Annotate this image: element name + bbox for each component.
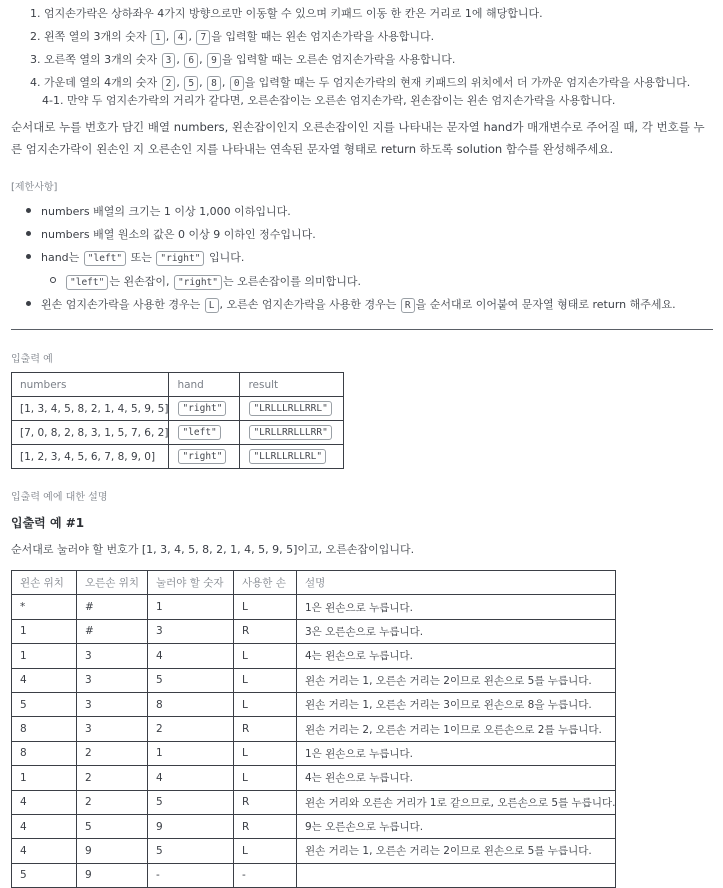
inline-code: "right" [178,401,226,416]
table-cell: 8 [12,741,77,765]
table-row [12,790,616,814]
column-header: 눌러야 할 숫자 [148,571,234,595]
table-cell: 4는 왼손으로 누릅니다. [297,644,616,668]
inline-code: "LRLLLRLLRRL" [249,401,331,416]
example-text: 순서대로 눌러야 할 번호가 [1, 3, 4, 5, 8, 2, 1, 4, 5, 9, 5]이고, 오른손잡이입니다. [11,543,415,556]
inline-code: "right" [156,251,204,266]
io-example-table [11,372,344,469]
table-cell: L [234,644,297,668]
constraint-3-suffix: 입니다. [208,251,245,264]
bullet-dot [26,254,31,259]
constraint-3a [65,273,361,290]
inline-code: "right" [174,275,222,290]
column-header: numbers [12,373,169,397]
bullet-dot [26,231,31,236]
constraint-3-prefix: hand는 [41,251,80,264]
table-cell: 2 [77,766,148,790]
table-row [12,445,344,469]
table-row [12,619,616,643]
constraint-4-mid: , 오른손 엄지손가락을 사용한 경우는 [219,298,397,311]
table-header-row [12,373,344,397]
table-cell: 5 [12,692,77,716]
constraint-2-text: numbers 배열 원소의 값은 0 이상 9 이하인 정수입니다. [41,228,316,241]
table-cell: 5 [148,668,234,692]
rule-4-suffix: 을 입력할 때는 두 엄지손가락의 현재 키패드의 위치에서 더 가까운 엄지손가락을 사용합니다. [244,76,691,89]
table-row [12,644,616,668]
constraint-3-mid: 또는 [130,251,152,264]
table-cell: 2 [148,717,234,741]
table-cell [169,445,240,469]
constraints-title: [제한사항] [11,182,58,193]
key-code: 2 [162,76,176,91]
table-cell: 3 [77,692,148,716]
table-cell: 9 [148,814,234,838]
table-cell: 1 [148,741,234,765]
table-cell: 5 [148,839,234,863]
table-row [12,668,616,692]
table-cell: 1 [12,766,77,790]
table-cell: 9 [77,839,148,863]
table-cell: 3 [77,668,148,692]
table-row [12,692,616,716]
table-cell: 1은 왼손으로 누릅니다. [297,595,616,619]
table-cell [169,397,240,421]
bullet-ring [50,277,56,283]
key-code: 8 [207,76,221,91]
table-cell [240,445,344,469]
table-cell: 5 [148,790,234,814]
inline-code: "LRLLRRLLLRR" [249,425,331,440]
rule-2-suffix: 을 입력할 때는 왼손 엄지손가락을 사용합니다. [211,30,435,43]
table-cell: [7, 0, 8, 2, 8, 3, 1, 5, 7, 6, 2] [12,421,169,445]
table-cell: 3 [148,619,234,643]
io-title: 입출력 예 [11,354,53,365]
table-cell: 5 [12,863,77,887]
rule-4-1-text: 4-1. 만약 두 엄지손가락의 거리가 같다면, 오른손잡이는 오른손 엄지손가락, 왼손잡이는 왼손 엄지손가락을 사용합니다. [42,94,616,107]
constraint-4 [41,296,676,313]
table-cell: 1은 왼손으로 누릅니다. [297,741,616,765]
constraint-3a-suffix: 는 오른손잡이를 의미합니다. [223,275,362,288]
constraint-1-text: numbers 배열의 크기는 1 이상 1,000 이하입니다. [41,205,291,218]
table-cell: 1 [148,595,234,619]
rule-4-prefix: 4. 가운데 열의 4개의 숫자 [30,76,158,89]
table-cell: - [148,863,234,887]
table-cell: L [234,741,297,765]
table-cell: 4 [12,790,77,814]
table-cell [240,421,344,445]
table-cell: - [234,863,297,887]
table-row [12,741,616,765]
table-cell: R [234,717,297,741]
table-cell: L [234,766,297,790]
column-header: 오른손 위치 [77,571,148,595]
key-code: 5 [184,76,198,91]
table-header-row [12,571,616,595]
table-cell: 왼손 거리는 2, 오른손 거리는 1이므로 오른손으로 2를 누릅니다. [297,717,616,741]
table-cell: 1 [12,644,77,668]
table-cell [169,421,240,445]
table-row [12,839,616,863]
key-code: 9 [207,53,221,68]
inline-code: L [205,298,219,313]
key-code: 6 [184,53,198,68]
constraint-4-prefix: 왼손 엄지손가락을 사용한 경우는 [41,298,201,311]
table-cell: 1 [12,619,77,643]
table-row [12,814,616,838]
table-cell: L [234,668,297,692]
table-cell: 4 [12,668,77,692]
constraint-3 [41,249,244,266]
rule-1 [30,5,543,21]
table-cell: R [234,814,297,838]
column-header: 왼손 위치 [12,571,77,595]
rule-2-prefix: 2. 왼쪽 열의 3개의 숫자 [30,30,147,43]
constraint-1 [41,203,291,219]
inline-code: R [401,298,415,313]
table-cell: 왼손 거리와 오른손 거리가 1로 같으므로, 오른손으로 5를 누릅니다. [297,790,616,814]
table-cell: 4 [12,839,77,863]
explanation-table [11,570,616,888]
bullet-dot [26,208,31,213]
table-row [12,595,616,619]
table-row [12,717,616,741]
table-cell: 8 [12,717,77,741]
table-cell: 9는 오른손으로 누릅니다. [297,814,616,838]
table-cell: # [77,619,148,643]
explain-title: 입출력 예에 대한 설명 [11,492,108,503]
table-row [12,397,344,421]
rule-4: 4. 가운데 열의 4개의 숫자 2 , 5 , 8 , 0 을 입력할 때는 두 엄지손가락의 현재 키패드의 위치에서 더 가까운 엄지손가락을 사용합니다. [30,76,691,89]
table-cell: 4 [12,814,77,838]
table-cell: 왼손 거리는 1, 오른손 거리는 2이므로 왼손으로 5를 누릅니다. [297,839,616,863]
table-cell: 9 [77,863,148,887]
rule-3: 3. 오른쪽 열의 3개의 숫자 3 , 6 , 9 을 입력할 때는 오른손 엄지손가락을 사용합니다. [30,53,456,66]
constraint-2 [41,226,316,242]
table-cell: 4 [148,766,234,790]
inline-code: "right" [178,449,226,464]
rule-4-1 [42,92,615,108]
section-divider [11,329,713,330]
key-code: 3 [162,53,176,68]
inline-code: "left" [84,251,126,266]
table-cell: 2 [77,741,148,765]
table-row [12,421,344,445]
problem-description: 순서대로 누를 번호가 담긴 배열 numbers, 왼손잡이인지 오른손잡이인 지를 나타내는 문자열 hand가 매개변수로 주어질 때, 각 번호를 누른 엄지손가락이 왼손인 지 오른손인 지를 나타내는 연속된 문자열 형태로 return 하도록 solution 함수를 완성해주세요. [11,120,705,156]
column-header: result [240,373,344,397]
table-cell: * [12,595,77,619]
constraint-3a-mid: 는 왼손잡이, [109,275,170,288]
table-cell: 2 [77,790,148,814]
constraint-4-suffix: 을 순서대로 이어붙여 문자열 형태로 return 해주세요. [415,298,676,311]
key-code: 7 [196,30,210,45]
rule-3-suffix: 을 입력할 때는 오른손 엄지손가락을 사용합니다. [221,53,456,66]
table-cell: 왼손 거리는 1, 오른손 거리는 3이므로 왼손으로 8을 누릅니다. [297,692,616,716]
rule-2: 2. 왼쪽 열의 3개의 숫자 1 , 4 , 7 을 입력할 때는 왼손 엄지손가락을 사용합니다. [30,30,435,43]
table-row [12,766,616,790]
inline-code: "left" [66,275,108,290]
key-code: 1 [151,30,165,45]
table-cell: # [77,595,148,619]
table-cell: 5 [77,814,148,838]
column-header: hand [169,373,240,397]
table-cell: L [234,595,297,619]
table-cell: 4 [148,644,234,668]
example-heading: 입출력 예 #1 [11,516,85,530]
bullet-dot [26,301,31,306]
column-header: 설명 [297,571,616,595]
table-cell: L [234,692,297,716]
key-code: 0 [230,76,244,91]
table-cell: [1, 3, 4, 5, 8, 2, 1, 4, 5, 9, 5] [12,397,169,421]
rule-3-prefix: 3. 오른쪽 열의 3개의 숫자 [30,53,158,66]
table-cell: 3은 오른손으로 누릅니다. [297,619,616,643]
key-code: 4 [174,30,188,45]
table-cell: 8 [148,692,234,716]
table-cell: R [234,619,297,643]
inline-code: "LLRLLRLLRL" [249,449,326,464]
table-cell: 3 [77,717,148,741]
table-cell: L [234,839,297,863]
table-cell: 4는 왼손으로 누릅니다. [297,766,616,790]
table-cell: 왼손 거리는 1, 오른손 거리는 2이므로 왼손으로 5를 누릅니다. [297,668,616,692]
table-cell [240,397,344,421]
table-cell: 3 [77,644,148,668]
table-cell: R [234,790,297,814]
table-cell: [1, 2, 3, 4, 5, 6, 7, 8, 9, 0] [12,445,169,469]
inline-code: "left" [178,425,220,440]
rule-1-text: 1. 엄지손가락은 상하좌우 4가지 방향으로만 이동할 수 있으며 키패드 이동 한 칸은 거리로 1에 해당합니다. [30,7,543,20]
column-header: 사용한 손 [234,571,297,595]
